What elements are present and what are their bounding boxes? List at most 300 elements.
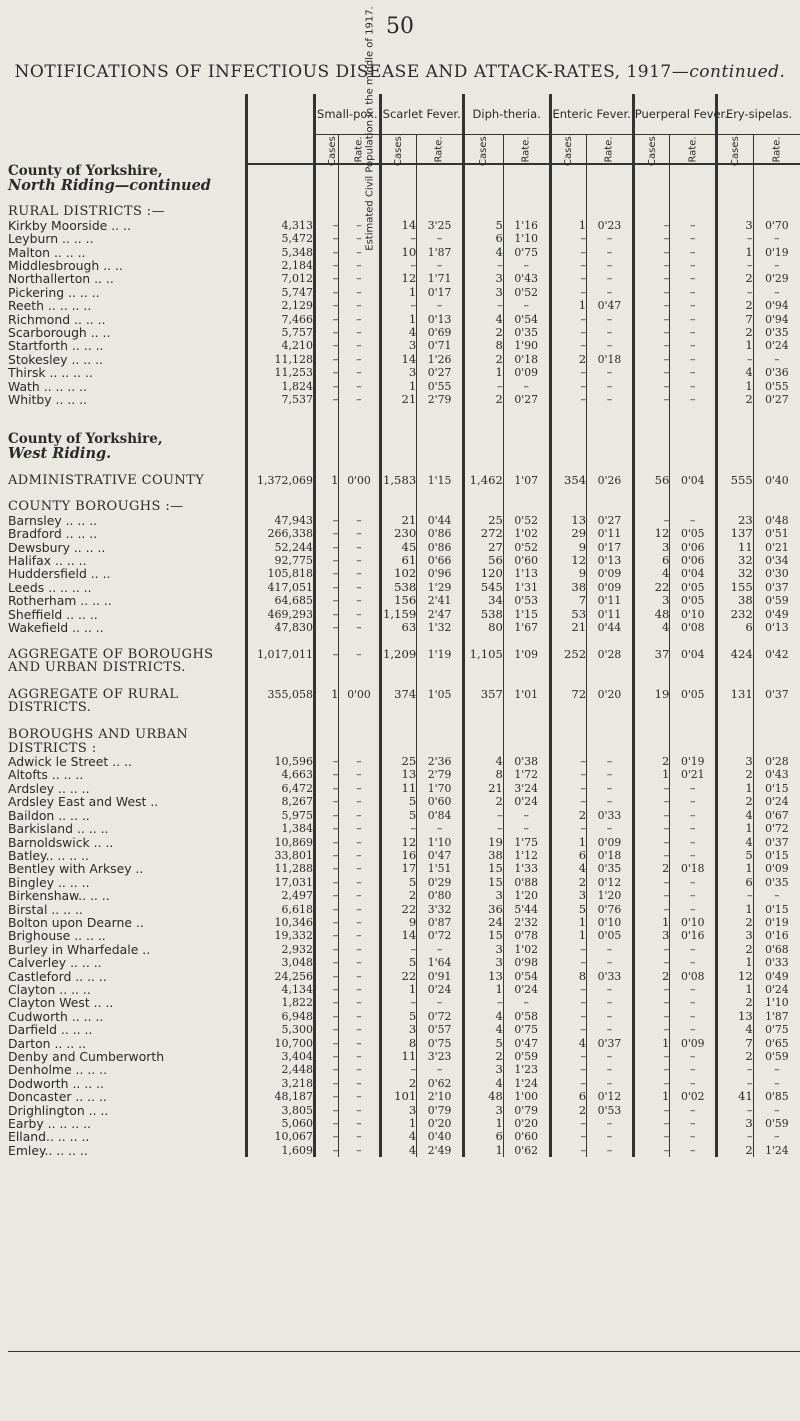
cases-cell: – <box>633 996 670 1009</box>
rate-cell <box>339 728 380 741</box>
cases-cell: 1 <box>463 1144 503 1157</box>
cases-cell: – <box>633 1103 670 1116</box>
cases-cell <box>315 433 339 446</box>
cases-cell: – <box>463 809 503 822</box>
rate-cell: – <box>587 286 634 299</box>
rate-cell: 1'87 <box>753 1010 800 1023</box>
rate-cell: 0'47 <box>417 849 464 862</box>
table-row <box>8 339 800 352</box>
rate-cell <box>753 433 800 446</box>
rate-cell: 0'18 <box>587 353 634 366</box>
district-name: Batley.. .. .. .. <box>8 847 89 863</box>
cases-cell: 1 <box>633 1036 670 1049</box>
cases-cell <box>717 728 754 741</box>
rate-cell: – <box>670 943 717 956</box>
cases-cell: – <box>380 822 417 835</box>
rate-cell: 0'59 <box>753 594 800 607</box>
population-cell: 11,253 <box>247 366 315 379</box>
rate-cell <box>417 406 464 419</box>
cases-cell: 1 <box>717 902 754 915</box>
rate-cell: 0'24 <box>503 983 550 996</box>
cases-cell: – <box>550 983 587 996</box>
cases-cell <box>463 433 503 446</box>
population-cell: 10,700 <box>247 1036 315 1049</box>
population-cell: 52,244 <box>247 540 315 553</box>
cases-cell: 2 <box>717 272 754 285</box>
cases-cell: 4 <box>717 835 754 848</box>
cases-cell: – <box>315 514 339 527</box>
rate-cell <box>339 674 380 687</box>
cases-cell: 34 <box>463 594 503 607</box>
rate-cell: – <box>339 607 380 620</box>
population-cell: 17,031 <box>247 876 315 889</box>
population-cell <box>247 433 315 446</box>
cases-cell: 1 <box>315 473 339 486</box>
cases-cell: 1 <box>717 983 754 996</box>
district-name: AND URBAN DISTRICTS. <box>8 660 186 676</box>
rate-cell: 0'70 <box>753 219 800 232</box>
rate-cell <box>587 164 634 178</box>
cases-cell: – <box>315 286 339 299</box>
cases-cell <box>633 205 670 218</box>
cases-cell: – <box>315 272 339 285</box>
cases-cell: 32 <box>717 554 754 567</box>
district-name: Startforth .. .. .. <box>8 338 104 354</box>
rate-cell: 0'62 <box>417 1077 464 1090</box>
cases-cell: – <box>315 353 339 366</box>
cases-cell: – <box>550 245 587 258</box>
rate-cell: – <box>587 1117 634 1130</box>
rate-cell <box>339 406 380 419</box>
cases-cell: 120 <box>463 567 503 580</box>
rate-cell: – <box>417 943 464 956</box>
rate-cell <box>753 406 800 419</box>
rate-cell <box>670 715 717 728</box>
cases-cell: 1 <box>463 983 503 996</box>
cases-cell: – <box>315 380 339 393</box>
rate-cell: – <box>670 380 717 393</box>
cases-cell: – <box>550 1117 587 1130</box>
rate-cell: 0'86 <box>417 527 464 540</box>
rate-cell <box>417 634 464 647</box>
rate-cell <box>587 715 634 728</box>
rate-cell: 0'96 <box>417 567 464 580</box>
rate-cell: – <box>503 259 550 272</box>
rate-cell: 0'29 <box>417 876 464 889</box>
cases-cell: 4 <box>717 809 754 822</box>
cases-cell: 72 <box>550 688 587 701</box>
rate-cell: 0'24 <box>753 795 800 808</box>
population-cell: 2,129 <box>247 299 315 312</box>
rate-cell: 1'10 <box>503 232 550 245</box>
rate-cell <box>753 205 800 218</box>
rate-cell: – <box>670 835 717 848</box>
rate-cell: – <box>670 983 717 996</box>
population-cell: 3,404 <box>247 1050 315 1063</box>
rate-cell: 0'27 <box>753 393 800 406</box>
rate-cell: 1'07 <box>503 473 550 486</box>
district-name: Denholme .. .. .. <box>8 1062 108 1078</box>
cases-cell <box>463 406 503 419</box>
rate-cell <box>670 178 717 191</box>
rate-cell <box>587 205 634 218</box>
rate-cell: – <box>587 259 634 272</box>
cases-cell <box>463 701 503 714</box>
rate-cell: 0'33 <box>587 969 634 982</box>
rate-cell: 0'24 <box>753 983 800 996</box>
cases-cell: 1,159 <box>380 607 417 620</box>
population-cell: 1,609 <box>247 1144 315 1157</box>
district-name: Calverley .. .. .. <box>8 955 102 971</box>
rate-cell: 0'05 <box>670 594 717 607</box>
table-row <box>8 969 800 982</box>
cases-cell <box>633 701 670 714</box>
rate-cell: 0'66 <box>417 554 464 567</box>
rate-cell: – <box>339 1036 380 1049</box>
cases-cell: 1 <box>717 782 754 795</box>
population-cell <box>247 420 315 433</box>
cases-cell <box>315 634 339 647</box>
rate-cell: – <box>339 1130 380 1143</box>
cases-cell: 6 <box>633 554 670 567</box>
bottom-rule <box>8 1351 800 1352</box>
district-name: Bingley .. .. .. <box>8 874 90 890</box>
district-name <box>8 460 247 473</box>
cases-cell: 3 <box>717 929 754 942</box>
cases-cell <box>463 205 503 218</box>
rate-cell <box>503 500 550 513</box>
cases-cell <box>463 420 503 433</box>
rate-cell <box>753 460 800 473</box>
cases-cell: – <box>315 862 339 875</box>
population-cell: 5,747 <box>247 286 315 299</box>
rate-cell <box>503 447 550 460</box>
rate-cell: 1'10 <box>417 835 464 848</box>
rate-cell: 0'59 <box>503 1050 550 1063</box>
cases-cell <box>315 500 339 513</box>
population-cell: 5,472 <box>247 232 315 245</box>
cases-cell: 4 <box>463 1023 503 1036</box>
cases-cell <box>380 178 417 191</box>
rate-cell: 0'24 <box>753 339 800 352</box>
rate-cell: – <box>339 299 380 312</box>
rate-cell <box>339 634 380 647</box>
cases-cell: – <box>550 286 587 299</box>
cases-cell <box>380 728 417 741</box>
rate-cell: – <box>670 219 717 232</box>
rate-cell: – <box>670 902 717 915</box>
cases-cell: 424 <box>717 648 754 661</box>
cases-cell: 3 <box>463 286 503 299</box>
rate-cell <box>753 420 800 433</box>
rate-cell <box>587 701 634 714</box>
cases-cell <box>550 661 587 674</box>
cases-cell: 1 <box>717 822 754 835</box>
table-body <box>8 164 800 1157</box>
rate-cell: – <box>339 1090 380 1103</box>
cases-cell: – <box>550 1077 587 1090</box>
cases-cell: – <box>380 259 417 272</box>
rate-cell: 0'21 <box>670 768 717 781</box>
cases-cell: 3 <box>463 889 503 902</box>
rate-cell: – <box>339 809 380 822</box>
population-cell: 1,822 <box>247 996 315 1009</box>
rate-cell <box>339 487 380 500</box>
cases-cell <box>463 715 503 728</box>
puerperal-fever-header: Puerperal Fever. <box>633 94 716 135</box>
cases-cell <box>463 192 503 205</box>
rate-cell: 0'75 <box>753 1023 800 1036</box>
rate-cell <box>503 715 550 728</box>
table-row <box>8 527 800 540</box>
rate-cell: 1'10 <box>753 996 800 1009</box>
rate-cell: – <box>417 299 464 312</box>
district-name: Castleford .. .. .. <box>8 968 107 984</box>
district-name: Bentley with Arksey .. <box>8 861 144 877</box>
rate-cell: 0'37 <box>587 1036 634 1049</box>
rate-cell: 0'00 <box>339 473 380 486</box>
rate-cell: 0'57 <box>417 1023 464 1036</box>
rate-cell: 0'04 <box>670 648 717 661</box>
population-cell: 48,187 <box>247 1090 315 1103</box>
cases-cell <box>315 178 339 191</box>
cases-cell: – <box>315 581 339 594</box>
rate-cell: 0'40 <box>417 1130 464 1143</box>
district-name <box>8 406 247 419</box>
rate-cell <box>503 192 550 205</box>
cases-cell: 3 <box>463 943 503 956</box>
population-cell: 19,332 <box>247 929 315 942</box>
rate-cell: 0'69 <box>417 326 464 339</box>
rate-cell: 2'49 <box>417 1144 464 1157</box>
cases-cell: – <box>315 393 339 406</box>
cases-cell <box>717 460 754 473</box>
rate-cell: 1'09 <box>503 648 550 661</box>
rate-cell: – <box>670 1144 717 1157</box>
rate-subheader: Rate. <box>339 135 380 165</box>
cases-cell: 4 <box>380 1130 417 1143</box>
rate-cell: 0'10 <box>670 607 717 620</box>
district-name: Scarborough .. .. <box>8 325 111 341</box>
rate-cell: – <box>503 822 550 835</box>
rate-cell <box>670 661 717 674</box>
cases-cell <box>550 406 587 419</box>
rate-cell: – <box>339 1050 380 1063</box>
rate-cell: 0'52 <box>503 286 550 299</box>
rate-cell: 0'85 <box>753 1090 800 1103</box>
cases-cell <box>315 487 339 500</box>
cases-cell: 2 <box>633 862 670 875</box>
rate-cell <box>339 460 380 473</box>
cases-cell: 38 <box>463 849 503 862</box>
rate-cell: 0'15 <box>753 849 800 862</box>
rate-cell: 0'09 <box>503 366 550 379</box>
cases-cell: – <box>315 1144 339 1157</box>
cases-cell: 1 <box>717 339 754 352</box>
cases-cell: 1 <box>717 380 754 393</box>
rate-cell: 1'26 <box>417 353 464 366</box>
district-name: Brighouse .. .. .. <box>8 928 106 944</box>
cases-cell: – <box>315 983 339 996</box>
rate-cell <box>339 715 380 728</box>
rate-cell: – <box>587 339 634 352</box>
district-name: North Riding—continued <box>8 176 211 194</box>
rate-subheader: Rate. <box>670 135 717 165</box>
cases-cell <box>315 420 339 433</box>
population-cell: 2,184 <box>247 259 315 272</box>
rate-subheader: Rate. <box>417 135 464 165</box>
rate-cell: 0'15 <box>753 902 800 915</box>
cases-cell: – <box>315 339 339 352</box>
cases-cell: 12 <box>717 969 754 982</box>
enteric-fever-header: Enteric Fever. <box>550 94 633 135</box>
rate-cell: 1'12 <box>503 849 550 862</box>
rate-cell: 0'05 <box>670 581 717 594</box>
cases-cell: – <box>550 755 587 768</box>
table-row <box>8 929 800 942</box>
population-cell <box>247 728 315 741</box>
cases-cell: – <box>315 1077 339 1090</box>
cases-cell: 3 <box>380 339 417 352</box>
rate-cell <box>417 460 464 473</box>
cases-cell: – <box>550 232 587 245</box>
cases-cell: 3 <box>633 594 670 607</box>
rate-cell: 1'32 <box>417 621 464 634</box>
population-cell: 24,256 <box>247 969 315 982</box>
rate-cell: 0'71 <box>417 339 464 352</box>
cases-cell: – <box>380 232 417 245</box>
rate-cell: – <box>753 259 800 272</box>
district-name: Birstal .. .. .. <box>8 901 83 917</box>
cases-cell: – <box>315 876 339 889</box>
cases-cell: 7 <box>717 312 754 325</box>
district-name: Clayton .. .. .. <box>8 981 91 997</box>
rate-cell: 0'75 <box>417 1036 464 1049</box>
district-name: DISTRICTS. <box>8 700 92 716</box>
rate-cell: 1'13 <box>503 567 550 580</box>
cases-cell <box>315 674 339 687</box>
district-name: Stokesley .. .. .. <box>8 351 103 367</box>
cases-cell: – <box>633 1077 670 1090</box>
population-cell <box>247 634 315 647</box>
cases-cell: – <box>633 380 670 393</box>
rate-cell: 0'18 <box>503 353 550 366</box>
cases-cell: 14 <box>380 929 417 942</box>
cases-cell: – <box>550 339 587 352</box>
cases-cell: 11 <box>380 782 417 795</box>
rate-cell: – <box>339 1144 380 1157</box>
rate-cell <box>670 741 717 754</box>
rate-cell: – <box>587 1023 634 1036</box>
cases-cell: – <box>315 366 339 379</box>
rate-cell <box>670 674 717 687</box>
cases-cell: 6 <box>717 876 754 889</box>
rate-cell: 0'35 <box>503 326 550 339</box>
cases-cell: 1 <box>463 1117 503 1130</box>
cases-cell: 2 <box>463 795 503 808</box>
cases-cell: 102 <box>380 567 417 580</box>
cases-cell: 2 <box>717 795 754 808</box>
rate-cell: 0'42 <box>753 648 800 661</box>
rate-cell: 0'13 <box>587 554 634 567</box>
population-cell: 5,348 <box>247 245 315 258</box>
rate-cell: – <box>670 889 717 902</box>
rate-cell: 0'29 <box>753 272 800 285</box>
cases-cell <box>633 728 670 741</box>
rate-cell <box>587 634 634 647</box>
population-cell: 47,943 <box>247 514 315 527</box>
cases-cell: – <box>315 607 339 620</box>
district-name: Burley in Wharfedale .. <box>8 941 151 957</box>
rate-cell: 2'10 <box>417 1090 464 1103</box>
population-cell <box>247 178 315 191</box>
cases-cell <box>717 164 754 178</box>
rate-cell <box>670 634 717 647</box>
district-name: RURAL DISTRICTS :— <box>8 204 165 220</box>
district-name: Northallerton .. .. <box>8 271 114 287</box>
cases-cell <box>633 674 670 687</box>
population-cell <box>247 715 315 728</box>
table-row <box>8 581 800 594</box>
table-row <box>8 259 800 272</box>
rate-cell: 0'94 <box>753 312 800 325</box>
cases-cell: 38 <box>717 594 754 607</box>
rate-cell <box>339 447 380 460</box>
cases-cell: – <box>633 1117 670 1130</box>
rate-cell <box>417 487 464 500</box>
cases-cell <box>463 447 503 460</box>
cases-cell: – <box>315 219 339 232</box>
cases-cell: 4 <box>463 1077 503 1090</box>
rate-cell: 0'37 <box>753 688 800 701</box>
cases-cell <box>633 634 670 647</box>
rate-cell: – <box>339 983 380 996</box>
district-name: Cudworth .. .. .. <box>8 1008 104 1024</box>
cases-cell <box>550 192 587 205</box>
population-cell <box>247 674 315 687</box>
rate-cell <box>587 741 634 754</box>
cases-cell: 53 <box>550 607 587 620</box>
cases-cell: 2 <box>717 326 754 339</box>
section-row <box>8 701 800 714</box>
cases-cell: 1 <box>380 312 417 325</box>
rate-cell: 0'19 <box>753 916 800 929</box>
rate-cell <box>503 741 550 754</box>
rate-cell: – <box>753 286 800 299</box>
cases-cell: 6 <box>463 232 503 245</box>
rate-cell: 0'52 <box>503 514 550 527</box>
table-row <box>8 1117 800 1130</box>
cases-cell <box>717 433 754 446</box>
cases-cell: – <box>633 889 670 902</box>
rate-cell: 0'02 <box>670 1090 717 1103</box>
cases-cell <box>315 447 339 460</box>
cases-cell: 538 <box>380 581 417 594</box>
rate-cell: 1'16 <box>503 219 550 232</box>
cases-cell: – <box>315 782 339 795</box>
rate-cell: 0'59 <box>753 1050 800 1063</box>
cases-cell: – <box>315 299 339 312</box>
rate-cell: – <box>753 1063 800 1076</box>
cases-cell: – <box>633 983 670 996</box>
rate-cell: 1'15 <box>417 473 464 486</box>
rate-cell <box>753 447 800 460</box>
cases-cell: – <box>550 272 587 285</box>
cases-cell <box>380 205 417 218</box>
rate-cell: – <box>339 956 380 969</box>
cases-cell <box>315 192 339 205</box>
rate-cell: 0'51 <box>753 527 800 540</box>
